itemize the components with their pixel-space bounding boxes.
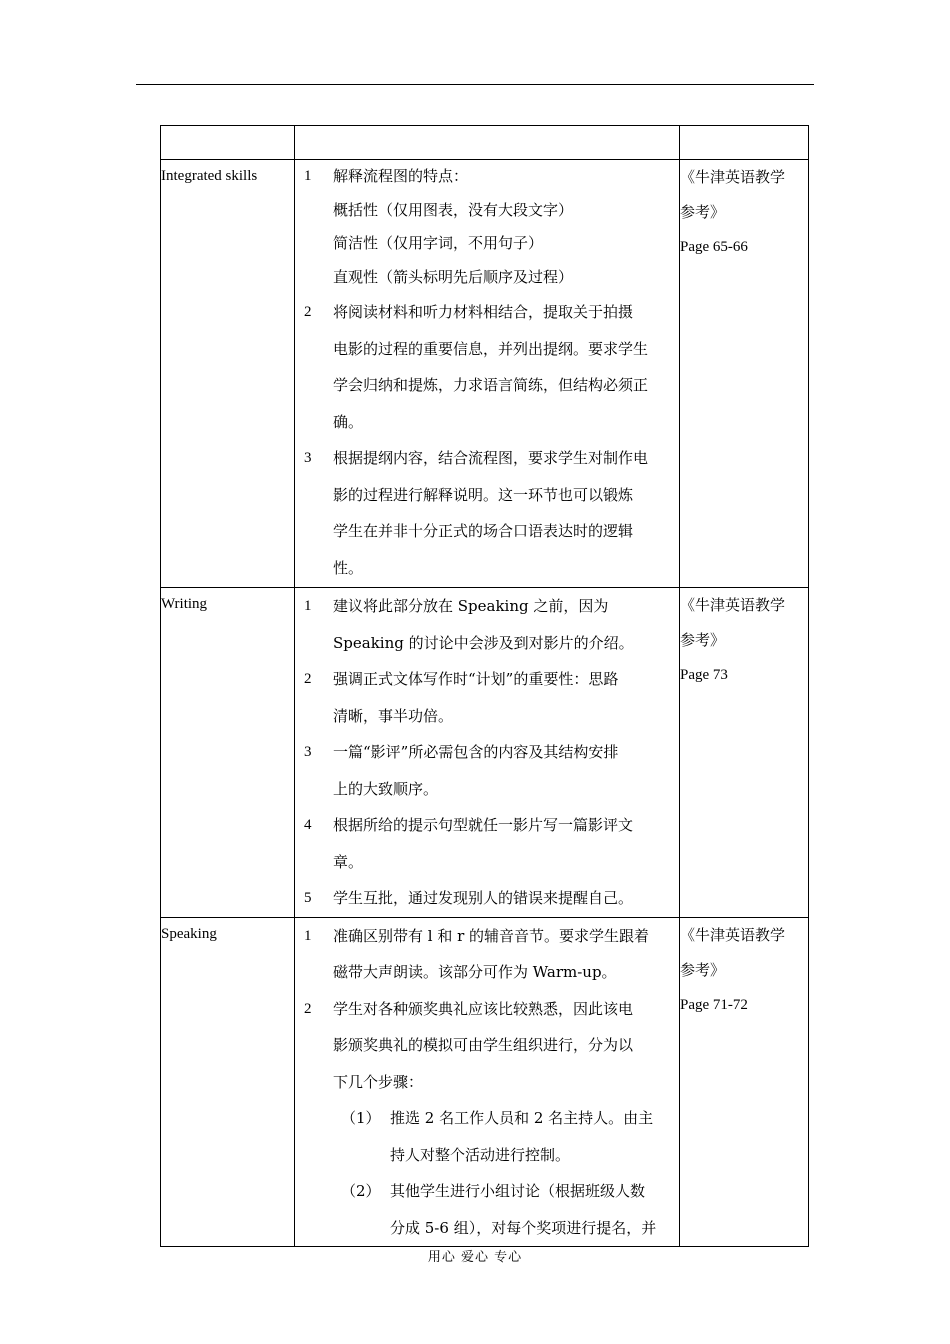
reference-title: 参考》 — [680, 960, 726, 979]
text-line: 确。 — [333, 412, 364, 431]
table-row — [161, 917, 809, 1247]
list-item — [295, 661, 679, 734]
item-list — [295, 917, 680, 1247]
item-text — [333, 991, 679, 1101]
section-name: Writing — [161, 588, 295, 918]
text-line: 学生在并非十分正式的场合口语表达时的逻辑 — [333, 522, 634, 540]
list-item — [295, 734, 679, 807]
text-line: 磁带大声朗读。该部分可作为 Warm-up。 — [333, 963, 617, 981]
text-line: 影的过程进行解释说明。这一环节也可以锻炼 — [333, 485, 634, 504]
text-line: 上的大致顺序。 — [333, 779, 439, 798]
text-line: 推选 2 名工作人员和 2 名主持人。由主 — [390, 1109, 654, 1127]
text-line: 直观性（箭头标明先后顺序及过程） — [333, 267, 574, 286]
item-number: 1 — [304, 927, 312, 944]
text-line: 电影的过程的重要信息，并列出提纲。要求学生 — [333, 339, 649, 358]
item-text — [333, 294, 679, 440]
reference-cell — [680, 160, 809, 588]
header-cell — [680, 126, 809, 160]
text-line: 性。 — [333, 558, 364, 577]
item-number: 1 — [304, 598, 312, 614]
item-text — [333, 734, 679, 807]
text-line: 分成 5-6 组），对每个奖项进行提名，并 — [390, 1218, 657, 1237]
item-number: 5 — [304, 890, 312, 906]
text-line: 学生对各种颁奖典礼应该比较熟悉，因此该电 — [333, 999, 634, 1018]
item-text — [333, 807, 679, 880]
page-footer: 用心 爱心 专心 — [427, 1250, 523, 1265]
reference-title: 参考》 — [680, 203, 726, 221]
text-line: 建议将此部分放在 Speaking 之前，因为 — [333, 597, 609, 615]
text-line: 根据所给的提示句型就任一影片写一篇影评文 — [333, 816, 634, 834]
text-line: 章。 — [333, 852, 364, 871]
item-number: 2 — [304, 671, 312, 687]
text-line: 影颁奖典礼的模拟可由学生组织进行，分为以 — [333, 1036, 634, 1054]
text-line: 概括性（仅用图表，没有大段文字） — [333, 200, 574, 219]
text-line: 将阅读材料和听力材料相结合，提取关于拍摄 — [333, 303, 634, 321]
sub-list-item — [295, 1100, 679, 1173]
text-line: 持人对整个活动进行控制。 — [390, 1145, 571, 1164]
reference-title: 《牛津英语教学 — [680, 168, 786, 186]
text-line: 一篇“影评”所必需包含的内容及其结构安排 — [333, 743, 619, 761]
list-item — [295, 440, 679, 586]
section-name: Speaking — [161, 917, 295, 1247]
header-cell — [295, 126, 680, 160]
reference-page: Page 73 — [680, 667, 728, 683]
sub-item-text — [390, 1173, 679, 1246]
item-text — [333, 661, 679, 734]
item-number: 2 — [304, 1000, 312, 1017]
list-item — [295, 991, 679, 1101]
header-rule — [136, 84, 814, 85]
sub-list-item — [295, 1173, 679, 1246]
list-item — [295, 880, 679, 917]
reference-cell — [680, 917, 809, 1247]
item-text — [333, 880, 679, 917]
reference-title: 参考》 — [680, 631, 726, 649]
item-number: 3 — [304, 744, 312, 760]
reference-title: 《牛津英语教学 — [680, 925, 786, 944]
text-line: 学生互批，通过发现别人的错误来提醒自己。 — [333, 889, 634, 907]
item-number: 1 — [304, 168, 312, 184]
text-line: 其他学生进行小组讨论（根据班级人数 — [390, 1182, 646, 1200]
text-line: 解释流程图的特点： — [333, 167, 469, 185]
item-list — [295, 588, 680, 918]
sub-item-number: （1） — [341, 1109, 381, 1127]
lesson-plan-table — [160, 125, 809, 1247]
list-item — [295, 160, 679, 294]
item-text — [333, 440, 679, 586]
text-line: 下几个步骤： — [333, 1072, 424, 1091]
section-name: Integrated skills — [161, 160, 295, 588]
reference-page: Page 71-72 — [680, 996, 748, 1013]
text-line: 简洁性（仅用字词，不用句子） — [333, 234, 544, 252]
text-line: 根据提纲内容，结合流程图，要求学生对制作电 — [333, 449, 649, 467]
item-text — [333, 588, 679, 661]
item-list — [295, 160, 680, 588]
text-line: 强调正式文体写作时“计划”的重要性：思路 — [333, 670, 619, 688]
header-cell — [161, 126, 295, 160]
table-row — [161, 160, 809, 588]
table-header-row — [161, 126, 809, 160]
reference-cell — [680, 588, 809, 918]
text-line: 准确区别带有 l 和 r 的辅音音节。要求学生跟着 — [333, 926, 650, 945]
list-item — [295, 588, 679, 661]
list-item — [295, 918, 679, 991]
text-line: 学会归纳和提炼，力求语言简练，但结构必须正 — [333, 376, 649, 394]
list-item — [295, 294, 679, 440]
text-line: 清晰，事半功倍。 — [333, 706, 454, 725]
reference-title: 《牛津英语教学 — [680, 596, 786, 614]
item-number: 3 — [304, 450, 312, 466]
text-line: Speaking 的讨论中会涉及到对影片的介绍。 — [333, 633, 634, 652]
sub-item-number: （2） — [341, 1182, 381, 1200]
item-text — [333, 918, 679, 991]
list-item — [295, 807, 679, 880]
item-text — [333, 160, 679, 294]
item-number: 2 — [304, 304, 312, 320]
item-number: 4 — [304, 817, 312, 833]
sub-item-text — [390, 1100, 679, 1173]
reference-page: Page 65-66 — [680, 239, 748, 255]
table-row — [161, 588, 809, 918]
